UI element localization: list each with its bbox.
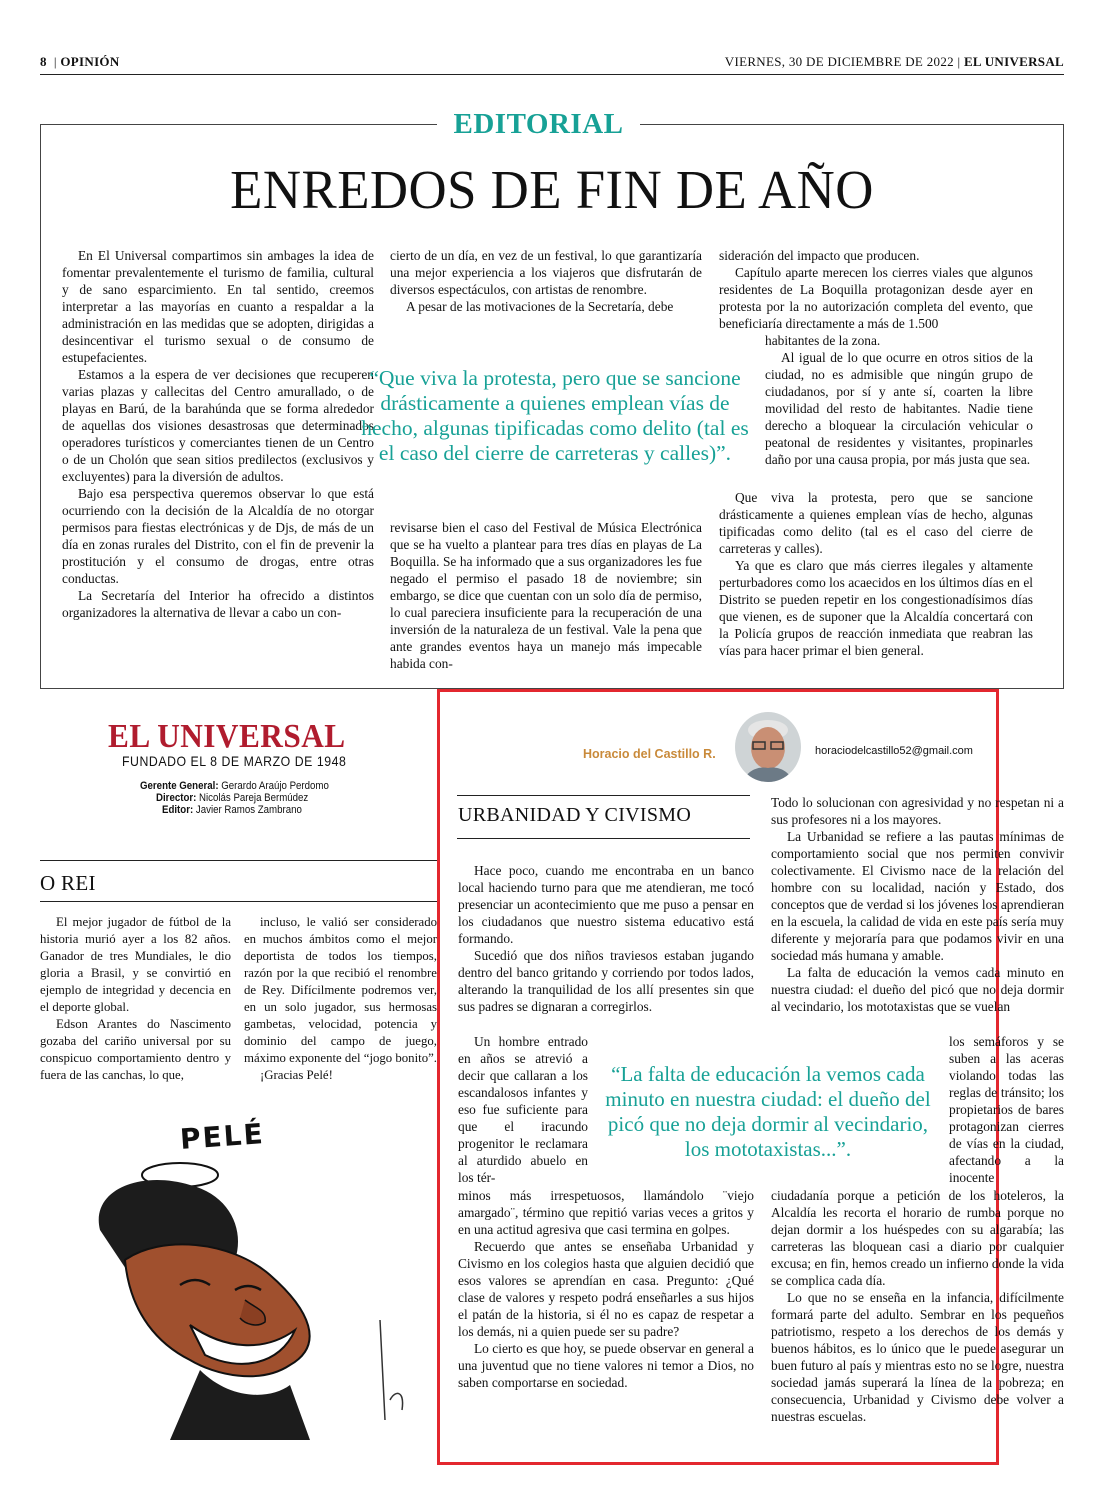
editorial-column-3-bottom xyxy=(719,489,1033,659)
orei-rule-bottom xyxy=(40,901,437,902)
paragraph: los semáforos y se suben a las aceras violando todas las reglas de tránsito; los propietarios de bares protagonizan cierres de vías en la ciudad, afectando a la inocente xyxy=(949,1034,1064,1185)
paragraph: Lo que no se enseña en la infancia, difícilmente formará parte del adulto. Sembrar en los pequeños patriotismo, respeto a los derechos de los demás y buenos hábitos, es lo único que le puede asegurar un buen futuro al país y mientras esto no se logre, nuestra sociedad jamás superará la línea de la pobreza; en consecuencia, Urbanidad y Civismo debe volver a nuestras escuelas. xyxy=(771,1290,1064,1424)
paragraph: Recuerdo que antes se enseñaba Urbanidad y Civismo en los colegios hasta que alguien decidió que esos valores se aprendían en casa. Pregunto: ¿Qué clase de valores y respeto podrá enseñarles a sus hijos el patán de la historia, si él no es capaz de respetar a los demás, ni a quien puede ser su padre? xyxy=(458,1239,754,1339)
masthead-founded: FUNDADO EL 8 DE MARZO DE 1948 xyxy=(122,753,347,769)
page-section-label: 8 | OPINIÓN xyxy=(40,54,120,69)
paragraph: Todo lo solucionan con agresividad y no respetan ni a sus profesores ni a los mayores. xyxy=(771,795,1064,827)
masthead-logo: EL UNIVERSAL xyxy=(108,718,346,755)
paper-name: EL UNIVERSAL xyxy=(963,54,1064,69)
orei-column-1 xyxy=(40,914,231,1084)
paragraph: sideración del impacto que producen. xyxy=(719,248,920,263)
author-avatar xyxy=(735,712,801,782)
pele-cartoon xyxy=(40,1100,435,1440)
editorial-column-2-bottom xyxy=(390,519,702,672)
paragraph: Al igual de lo que ocurre en otros sitios de la ciudad, no es admisible que ningún grupo de ciudadanos, por sí y ante sí, coarten la libre movilidad del resto de habitantes. Nadie tiene derecho a bloquear la circulación vehicular o peatonal de residentes y visitantes, propinarles daño por una causa propia, por más justa que sea. xyxy=(765,350,1033,467)
editorial-column-1 xyxy=(62,247,374,621)
column-rule-top xyxy=(457,795,750,796)
paragraph: Sucedió que dos niños traviesos estaban jugando dentro del banco gritando y corriendo por todos lados, alterando la tranquilidad de los allí presentes sin que sus padres se dignaran a corregirlos. xyxy=(458,948,754,1014)
paragraph: La Urbanidad se refiere a las pautas mínimas de comportamiento social que nos permiten convivir colectivamente. El Civismo nace de la relación del hombre con su localidad, nación y Estado, dos conceptos que de verdad si los jóvenes los aprendieran en la escuela, la calidad de vida en este país sería muy diferente y mejoraría para que podamos vivir en una sociedad más humana y amable. xyxy=(771,829,1065,963)
column-pull-quote: “La falta de educación la vemos cada minuto en nuestra ciudad: el dueño del picó que no deja dormir al vecindario, los mototaxistas...”. xyxy=(605,1062,931,1161)
author-portrait-icon xyxy=(735,712,801,782)
editorial-label: EDITORIAL xyxy=(453,108,624,140)
orei-rule-top xyxy=(40,860,437,861)
cartoon-label: PELÉ xyxy=(178,1117,266,1156)
paragraph: Que viva la protesta, pero que se sancione drásticamente a quienes emplean vías de hecho, algunas tipificadas como delito (tal es el caso del cierre de carreteras y calles). xyxy=(719,490,1033,556)
column-rule-bottom xyxy=(457,838,750,839)
page-dateline: VIERNES, 30 DE DICIEMBRE DE 2022 | EL UNIVERSAL xyxy=(724,54,1064,69)
column-b-top xyxy=(771,794,1064,1015)
paragraph: Lo cierto es que hoy, se puede observar en general a una juventud que no tiene valores ni temor a Dios, no saben comportarse en sociedad. xyxy=(458,1341,754,1390)
staff-line: Editor: Javier Ramos Zambrano xyxy=(162,804,302,816)
masthead-staff xyxy=(140,780,355,816)
paragraph: Capítulo aparte merecen los cierres viales que algunos residentes de La Boquilla protagonizan desde ayer en protesta por la no autorización completa del evento, que beneficiaría directamente a más de 1.500 xyxy=(719,265,1033,331)
editorial-rule-left xyxy=(40,124,437,125)
column-a-narrow xyxy=(458,1033,588,1186)
paragraph: incluso, le valió ser considerado en muchos ámbitos como el mejor deportista de todos los tiempos, razón por la que recibió el renombre de Rey. Difícilmente podremos ver, en un solo jugador, sus hermosas gambetas, velocidad, potencia y dominio del campo de juego, máximo exponente del “jogo bonito”. xyxy=(244,915,437,1065)
section-name: OPINIÓN xyxy=(60,54,120,69)
column-b-bottom xyxy=(771,1187,1064,1425)
paragraph: ciudadanía porque a petición de los hoteleros, la Alcaldía les recorta el horario de rumba porque no dejan dormir a los huéspedes con su algarabía; las carreteras las bloquean casi a diario por cualquier excusa; en fin, hemos creado un infierno donde la vida se complica cada día. xyxy=(771,1188,1065,1288)
paragraph: habitantes de la zona. xyxy=(765,333,881,348)
paragraph: La falta de educación la vemos cada minuto en nuestra ciudad: el dueño del picó que no deja dormir al vecindario, los mototaxistas que se vuelan xyxy=(771,965,1064,1014)
editorial-column-3-mid xyxy=(765,332,1033,468)
paragraph: Un hombre entrado en años se atrevió a decir que callaran a los escandalosos infantes y eso fue suficiente para que el iracundo progenitor le reclamara al aturdido abuelo en los tér- xyxy=(458,1034,588,1185)
column-title: URBANIDAD Y CIVISMO xyxy=(458,804,692,826)
column-b-narrow xyxy=(949,1033,1064,1186)
orei-title: O REI xyxy=(40,871,96,895)
column-author: Horacio del Castillo R. xyxy=(583,747,716,761)
staff-line: Gerente General: Gerardo Araújo Perdomo xyxy=(140,780,329,792)
header-rule xyxy=(40,74,1064,75)
paragraph: La Secretaría del Interior ha ofrecido a distintos organizadores la alternativa de llevar a cabo un con- xyxy=(62,588,374,620)
editorial-column-2-top xyxy=(390,247,702,315)
paragraph: ¡Gracias Pelé! xyxy=(260,1068,333,1082)
paragraph: Bajo esa perspectiva queremos observar lo que está ocurriendo con la decisión de la Alcaldía de no otorgar permisos para fiestas electrónicas y de Djs, de más de un día en zonas rurales del Distrito, con el fin de prevenir la prostitución y el consumo de drogas, entre otras conductas. xyxy=(62,486,374,586)
paragraph: Ya que es claro que más cierres ilegales y altamente perturbadores como los acaecidos en los últimos días en el Distrito se pueden repetir en los congestionadísimos días que vienen, es de suponer que la Alcaldía concertará con la Policía grupos de reacción inmediata que reabran las vías para hacer primar el bien general. xyxy=(719,558,1033,658)
paragraph: Estamos a la espera de ver decisiones que recuperen varias plazas y callecitas del Centro amurallado, o de playas en Barú, de la barahúnda que se forma alrededor de aquellas dos visiones desastrosas que determinados operadores turísticos y comerciantes tienen de un Centro o de un Cholón que sean sitios predilectos (exclusivos y excluyentes) para la diversión de adultos. xyxy=(62,367,374,484)
author-email: horaciodelcastillo52@gmail.com xyxy=(815,745,973,757)
paragraph: cierto de un día, en vez de un festival, lo que garantizaría una mejor experiencia a los viajeros que disfrutarán de diversos espectáculos, con artistas de renombre. xyxy=(390,248,702,297)
editorial-pull-quote: “Que viva la protesta, pero que se sancione drásticamente a quienes emplean vías de hecho, algunas tipificadas como delito (tal es el caso del cierre de carreteras y calles)”. xyxy=(361,366,749,465)
staff-line: Director: Nicolás Pareja Bermúdez xyxy=(156,792,309,804)
editorial-rule-right xyxy=(640,124,1064,125)
editorial-column-3-top xyxy=(719,247,1033,332)
paragraph: El mejor jugador de fútbol de la historia murió ayer a los 82 años. Ganador de tres Mundiales, le dio gloria a Brasil, y se convirtió en ejemplo de integridad y decencia en el deporte global. xyxy=(40,915,231,1014)
paragraph: minos más irrespetuosos, llamándolo ¨viejo amargado¨, término que repitió varias veces a gritos y en una actitud agresiva que casi termina en golpes. xyxy=(458,1188,754,1237)
column-a-top xyxy=(458,862,754,1015)
page-number: 8 xyxy=(40,54,47,69)
column-a-bottom xyxy=(458,1187,754,1391)
paragraph: A pesar de las motivaciones de la Secretaría, debe xyxy=(406,299,674,314)
paragraph: revisarse bien el caso del Festival de Música Electrónica que se ha vuelto a plantear para tres días en playas de La Boquilla. Se ha informado que a sus organizadores les fue negado el permiso el pasado 18 de noviembre; sin embargo, se dice que cuentan con un solo día de permiso, lo cual pareciera insuficiente para la recuperación de una inversión de la naturaleza de un festival. Vale la pena que ante grandes eventos haya un manejo más impecable habida con- xyxy=(390,520,702,671)
publication-date: VIERNES, 30 DE DICIEMBRE DE 2022 xyxy=(724,54,954,69)
paragraph: Edson Arantes do Nascimento gozaba del cariño universal por su conspicuo comportamiento dentro y fuera de las canchas, lo que, xyxy=(40,1017,231,1082)
paragraph: Hace poco, cuando me encontraba en un banco local haciendo turno para que me atendieran, me tocó presenciar un acontecimiento que me puso a pensar en los ciudadanos que nuestro sistema educativo está formando. xyxy=(458,863,754,946)
orei-column-2 xyxy=(244,914,437,1084)
paragraph: En El Universal compartimos sin ambages la idea de fomentar prevalentemente el turismo de familia, cultural y de sano esparcimiento. En tal sentido, creemos interpretar a las mayorías en cuanto a respaldar a la administración en las medidas que se adopten, dirigidas a desincentivar el turismo sexual o de consumo de estupefacientes. xyxy=(62,248,374,365)
editorial-title: ENREDOS DE FIN DE AÑO xyxy=(230,159,874,220)
